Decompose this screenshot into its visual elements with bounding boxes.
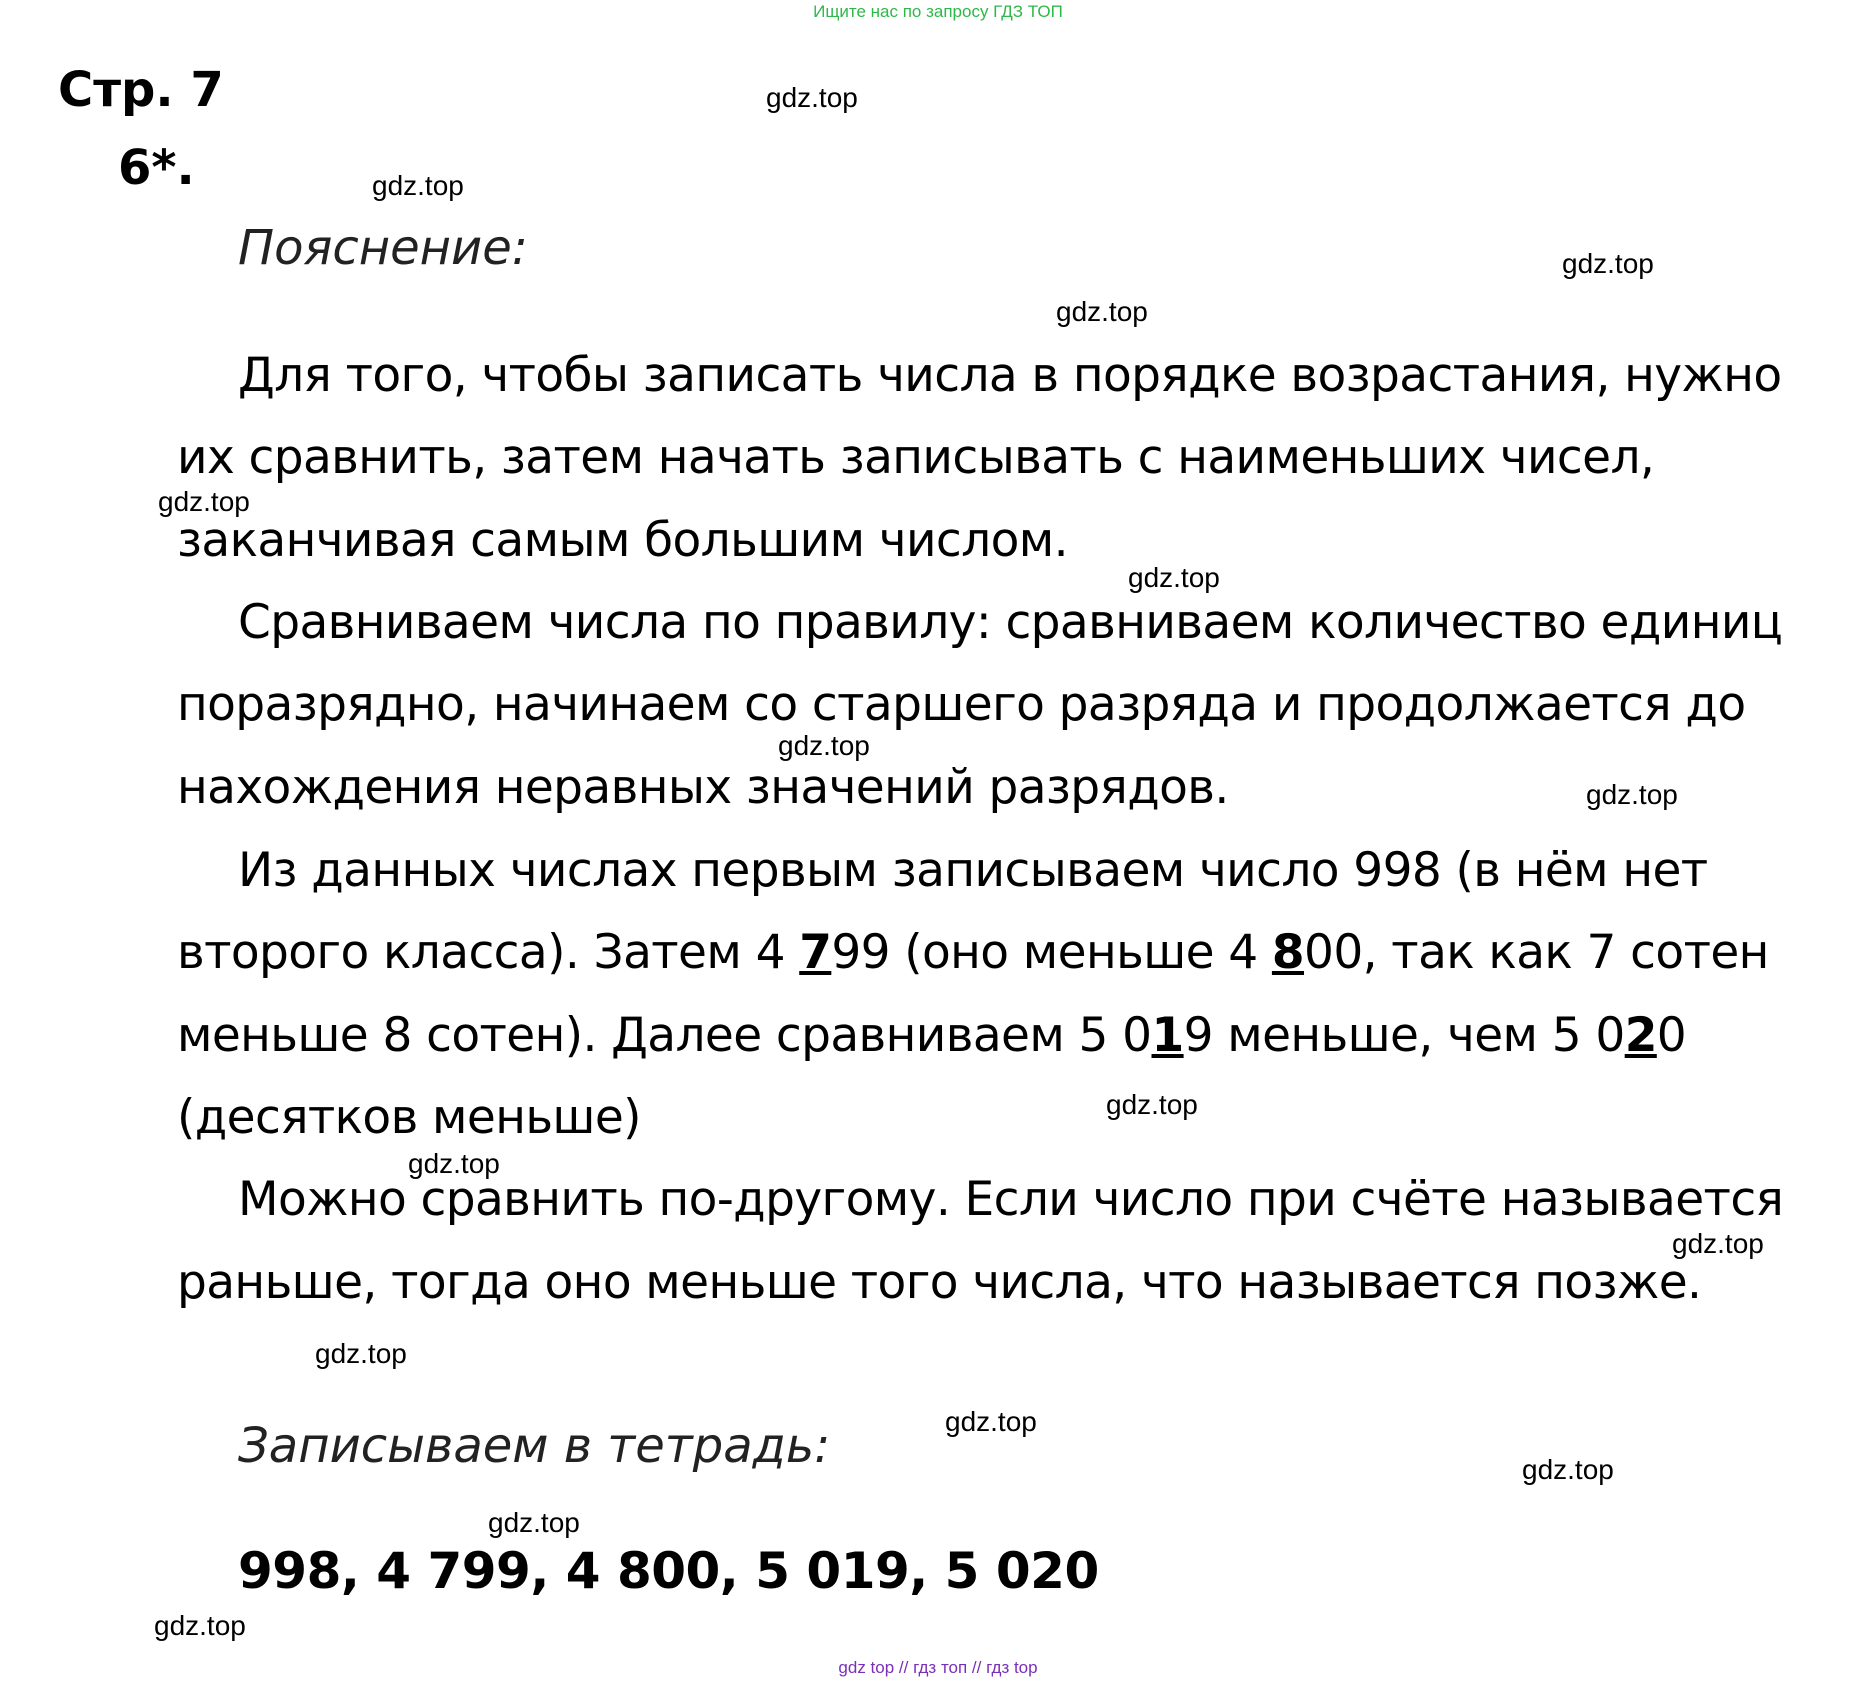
- underlined-digit: 7: [799, 925, 832, 980]
- watermark: gdz.top: [154, 1610, 246, 1641]
- underlined-digit: 1: [1151, 1008, 1184, 1063]
- watermark: gdz.top: [778, 730, 870, 761]
- watermark: gdz.top: [408, 1148, 500, 1179]
- watermark: gdz.top: [315, 1338, 407, 1369]
- text-segment: 0: [1656, 1008, 1687, 1063]
- watermark: gdz.top: [1522, 1454, 1614, 1485]
- paragraph-3-line-4: (десятков меньше): [177, 1090, 641, 1145]
- paragraph-3-line-2: [177, 925, 1769, 980]
- underlined-digit: 2: [1624, 1008, 1657, 1063]
- watermark: gdz.top: [1586, 779, 1678, 810]
- text-segment: 9 меньше, чем 5 0: [1183, 1008, 1625, 1063]
- text-segment: второго класса). Затем 4: [177, 925, 800, 980]
- paragraph-4-line-2: раньше, тогда оно меньше того числа, что называется позже.: [177, 1255, 1702, 1310]
- watermark: gdz.top: [1056, 296, 1148, 327]
- paragraph-2-line-2: поразрядно, начинаем со старшего разряда и продолжается до: [177, 677, 1746, 732]
- explanation-heading: Пояснение:: [238, 220, 528, 276]
- underlined-digit: 8: [1271, 925, 1305, 980]
- text-segment: 00, так как 7 сотен: [1304, 925, 1769, 980]
- paragraph-2-line-1: Сравниваем числа по правилу: сравниваем количество единиц: [238, 595, 1783, 650]
- watermark: gdz.top: [488, 1507, 580, 1538]
- paragraph-1-line-1: Для того, чтобы записать числа в порядке возрастания, нужно: [238, 348, 1782, 403]
- answer-sequence: 998, 4 799, 4 800, 5 019, 5 020: [238, 1542, 1099, 1600]
- watermark: gdz.top: [1672, 1228, 1764, 1259]
- top-banner: Ищите нас по запросу ГДЗ ТОП: [813, 2, 1063, 21]
- watermark: gdz.top: [1562, 248, 1654, 279]
- watermark: gdz.top: [372, 170, 464, 201]
- paragraph-2-line-3: нахождения неравных значений разрядов.: [177, 760, 1229, 815]
- watermark: gdz.top: [766, 82, 858, 113]
- text-segment: 99 (оно меньше 4: [831, 925, 1272, 980]
- paragraph-3-line-1: Из данных числах первым записываем число 998 (в нём нет: [238, 843, 1708, 898]
- paragraph-4-line-1: Можно сравнить по-другому. Если число при счёте называется: [238, 1172, 1784, 1227]
- text-segment: меньше 8 сотен). Далее сравниваем 5 0: [177, 1008, 1152, 1063]
- watermark: gdz.top: [1106, 1089, 1198, 1120]
- watermark: gdz.top: [945, 1406, 1037, 1437]
- page-label: Стр. 7: [58, 62, 224, 118]
- watermark: gdz.top: [158, 486, 250, 517]
- watermark: gdz.top: [1128, 562, 1220, 593]
- notebook-heading: Записываем в тетрадь:: [238, 1418, 831, 1474]
- task-number: 6*.: [118, 140, 195, 196]
- bottom-banner: gdz top // гдз топ // гдз top: [838, 1658, 1038, 1677]
- paragraph-1-line-3: заканчивая самым большим числом.: [177, 513, 1068, 568]
- paragraph-3-line-3: [177, 1008, 1686, 1063]
- paragraph-1-line-2: их сравнить, затем начать записывать с наименьших чисел,: [177, 430, 1655, 485]
